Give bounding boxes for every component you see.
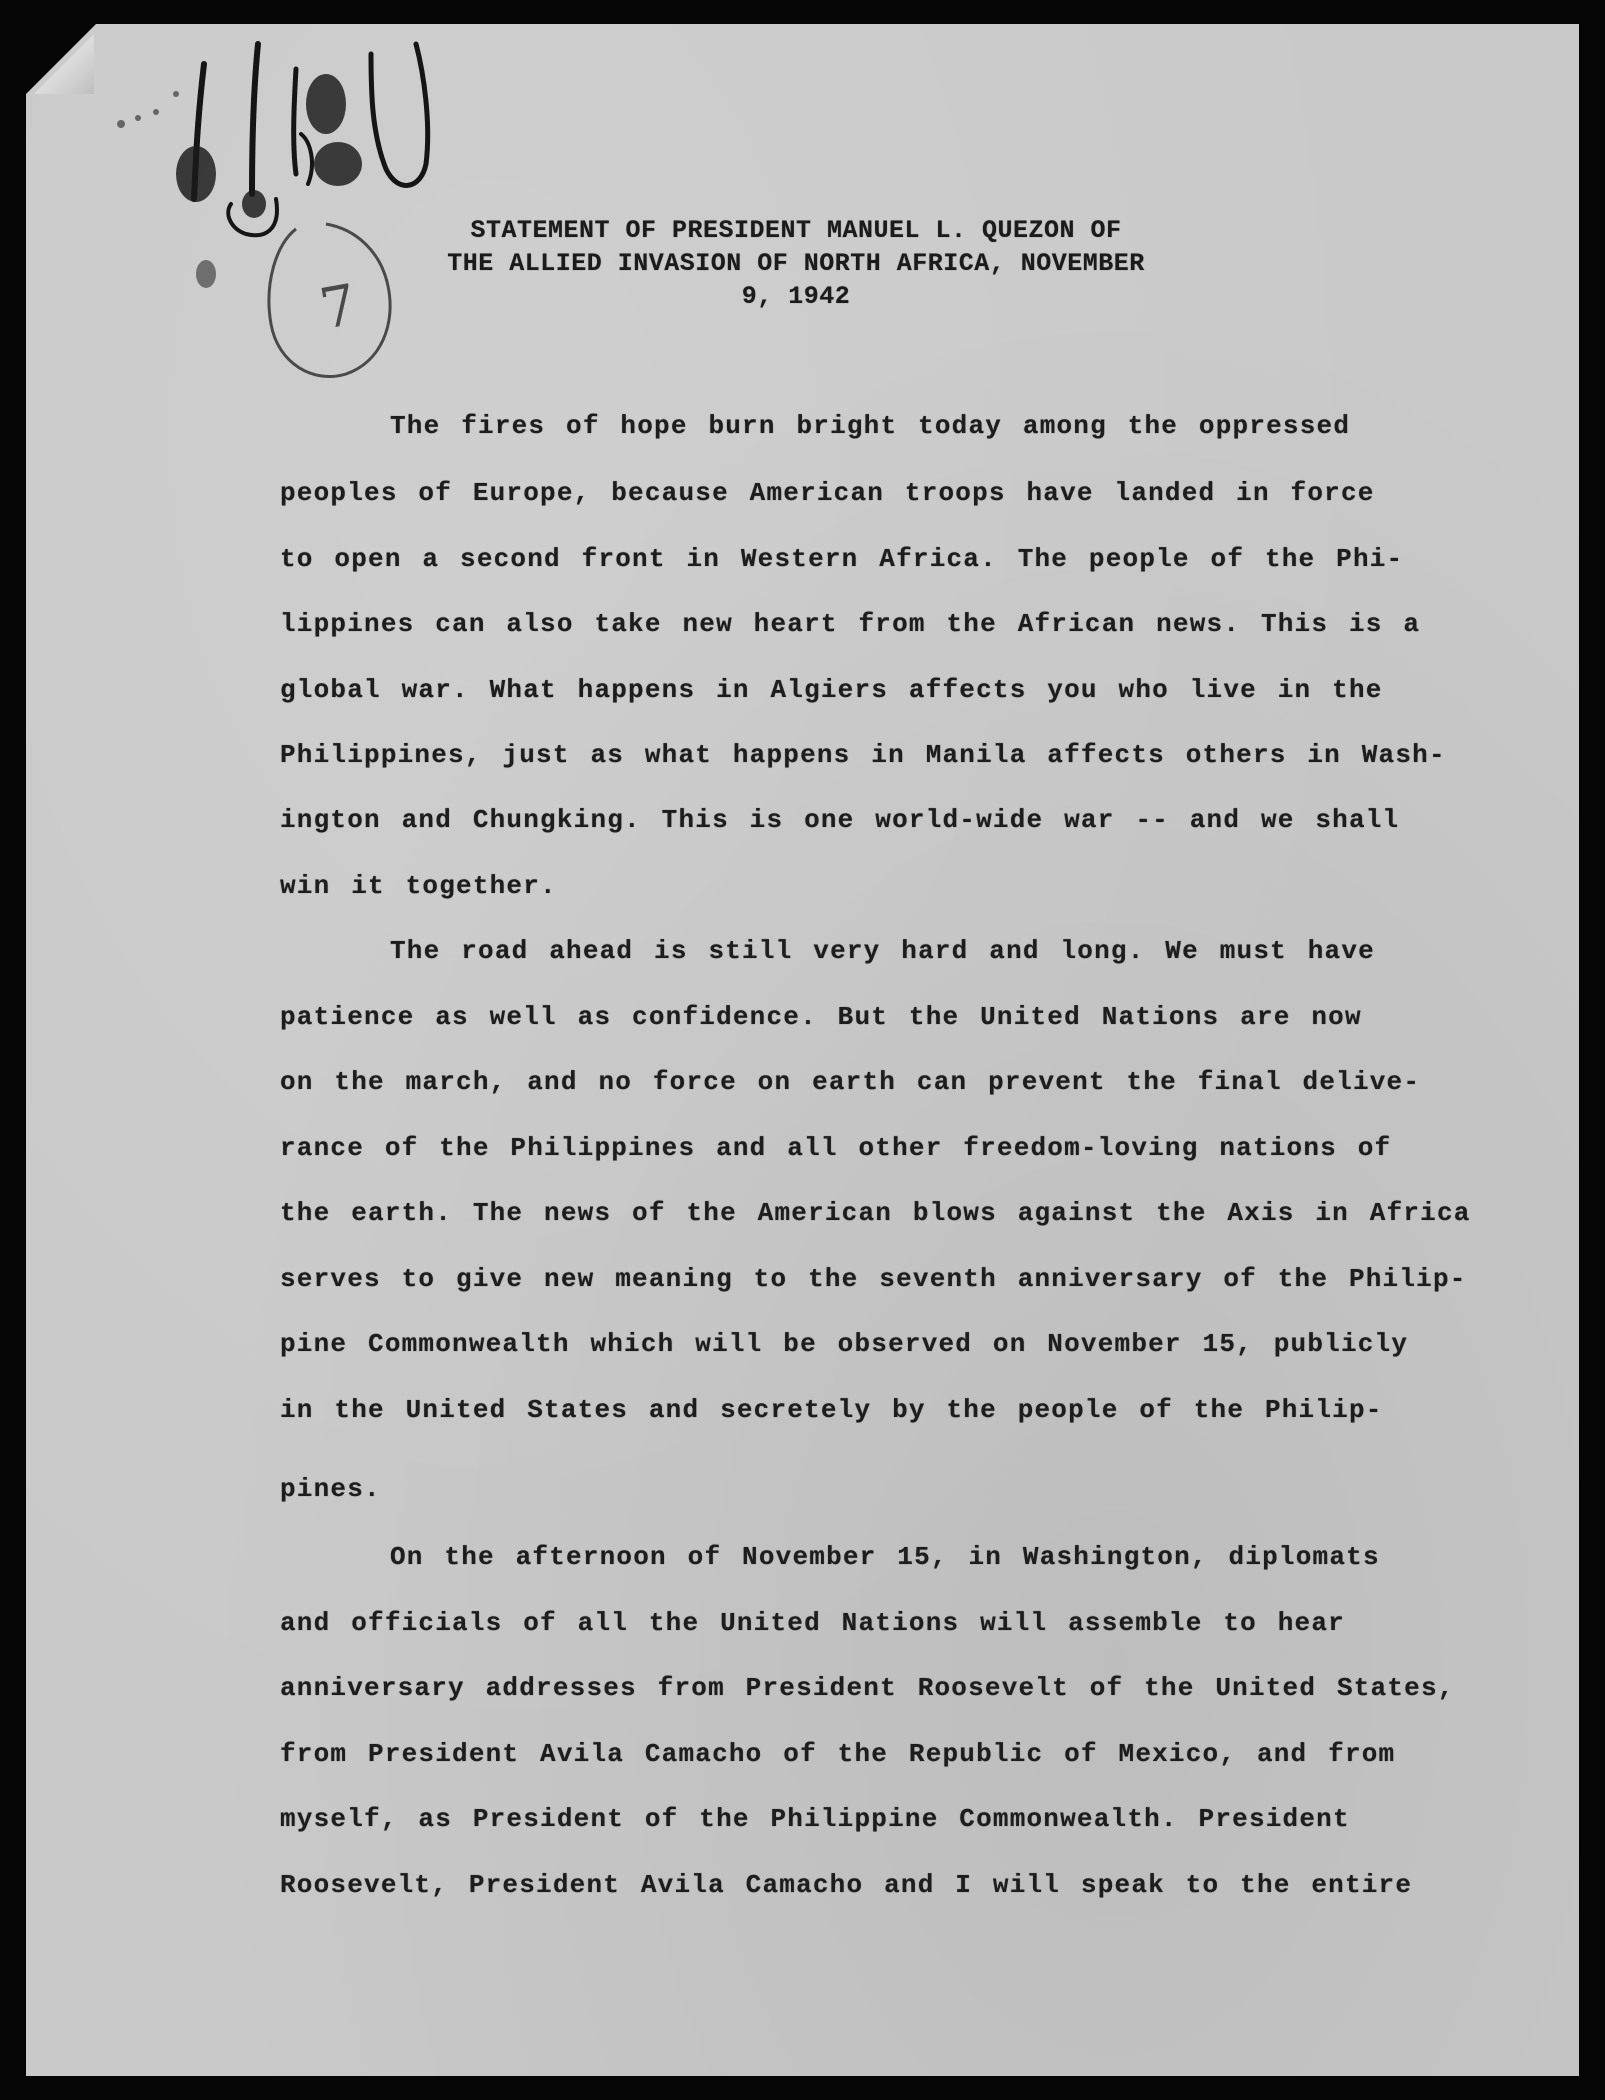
document-body [26,24,1579,2076]
title-line: 9, 1942 [741,282,851,311]
text-line: On the afternoon of November 15, in Washington, diplomats [390,1542,1380,1572]
handwritten-number: 7 [315,272,362,343]
text-line: in the United States and secretely by the people of the Philip- [280,1395,1383,1425]
text-line: patience as well as confidence. But the United Nations are now [280,1002,1362,1032]
text-line: Philippines, just as what happens in Manila affects others in Wash- [280,740,1446,770]
text-line: Roosevelt, President Avila Camacho and I will speak to the entire [280,1870,1413,1900]
title-line: STATEMENT OF PRESIDENT MANUEL L. QUEZON OF [470,216,1122,245]
text-line: ington and Chungking. This is one world-wide war -- and we shall [280,805,1400,835]
text-line: serves to give new meaning to the seventh anniversary of the Philip- [280,1264,1467,1294]
text-line: from President Avila Camacho of the Republic of Mexico, and from [280,1739,1396,1769]
text-line: rance of the Philippines and all other freedom-loving nations of [280,1133,1392,1163]
text-line: on the march, and no force on earth can prevent the final delive- [280,1067,1421,1097]
text-line: The fires of hope burn bright today among the oppressed [390,411,1351,441]
text-line: win it together. [280,871,557,901]
text-line: to open a second front in Western Africa. The people of the Phi- [280,544,1404,574]
text-line: anniversary addresses from President Roosevelt of the United States, [280,1673,1455,1703]
text-line: global war. What happens in Algiers affects you who live in the [280,675,1383,705]
text-line: myself, as President of the Philippine Commonwealth. President [280,1804,1350,1834]
document-page [26,24,1579,2076]
text-line: The road ahead is still very hard and long. We must have [390,936,1375,966]
text-line: and officials of all the United Nations will assemble to hear [280,1608,1345,1638]
text-line: pines. [280,1474,381,1504]
text-line: lippines can also take new heart from the African news. This is a [280,609,1421,639]
text-line: the earth. The news of the American blows against the Axis in Africa [280,1198,1471,1228]
title-line: THE ALLIED INVASION OF NORTH AFRICA, NOVEMBER [447,249,1145,278]
text-line: pine Commonwealth which will be observed on November 15, publicly [280,1329,1409,1359]
text-line: peoples of Europe, because American troops have landed in force [280,478,1375,508]
